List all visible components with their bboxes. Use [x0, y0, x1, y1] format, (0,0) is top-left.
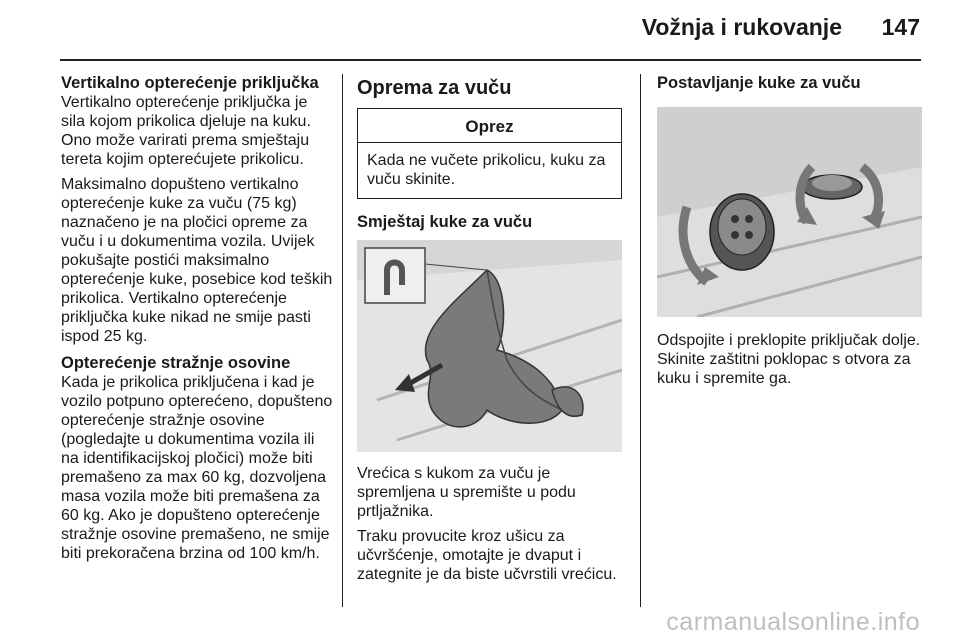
column-divider [342, 74, 343, 607]
caution-box [357, 108, 622, 199]
paragraph: Vertikalno opterećenje priključka je sila kojom prikolica djeluje na kuku. Ono može varirati prema smještaju tereta kojim opterećujete prikolicu. [61, 94, 311, 168]
caution-title: Oprez [358, 109, 621, 143]
paragraph: Kada je prikolica priključena i kad je vozilo potpuno opterećeno, dopušteno opterećenje stražnje osovine (pogledajte u dokumentima vozila ili na identifikacijskoj pločici) može biti premašeno za max 60 kg, dozvoljena masa vozila može biti premašena za 60 kg. Ako je dopušteno opterećenje stražnje osovine premašeno, ne smije biti prekoračena brzina od 100 km/h. [61, 374, 333, 562]
watermark: carmanualsonline.info [666, 608, 920, 636]
tow-hook-socket-illustration [657, 107, 922, 317]
header-divider [60, 59, 921, 61]
section-heading-vertical-load: Vertikalno opterećenje priključka [61, 74, 319, 92]
page-header-title: Vožnja i rukovanje [641, 14, 842, 40]
column-3 [657, 74, 922, 394]
column-1 [61, 74, 333, 569]
section-heading-hook-storage: Smještaj kuke za vuču [357, 213, 533, 231]
caution-text: Kada ne vučete prikolicu, kuku za vuču skinite. [367, 152, 606, 188]
tow-hook-bag-illustration [357, 240, 622, 452]
section-heading-towing-equipment: Oprema za vuču [357, 77, 512, 99]
paragraph: Traku provucite kroz ušicu za učvršćenje, omotajte je dvaput i zategnite je da biste učvrstili vrećicu. [357, 528, 617, 583]
paragraph: Vrećica s kukom za vuču je spremljena u spremište u podu prtljažnika. [357, 465, 576, 520]
column-divider [640, 74, 641, 607]
page-number: 147 [881, 14, 920, 40]
column-2 [357, 74, 622, 590]
paragraph: Odspojite i preklopite priključak dolje. Skinite zaštitni poklopac s otvora za kuku i spremite ga. [657, 332, 921, 387]
paragraph: Maksimalno dopušteno vertikalno opterećenje kuke za vuču (75 kg) naznačeno je na pločici opreme za vuču i u dokumentima vozila. Uvijek pokušajte postići maksimalno opterećenje kuke, posebice kod teških prikolica. Vertikalno opterećenje priključka kuke nikad ne smije pasti ispod 25 kg. [61, 176, 333, 345]
section-heading-installing-hook: Postavljanje kuke za vuču [657, 74, 861, 92]
section-heading-rear-axle-load: Opterećenje stražnje osovine [61, 354, 291, 372]
